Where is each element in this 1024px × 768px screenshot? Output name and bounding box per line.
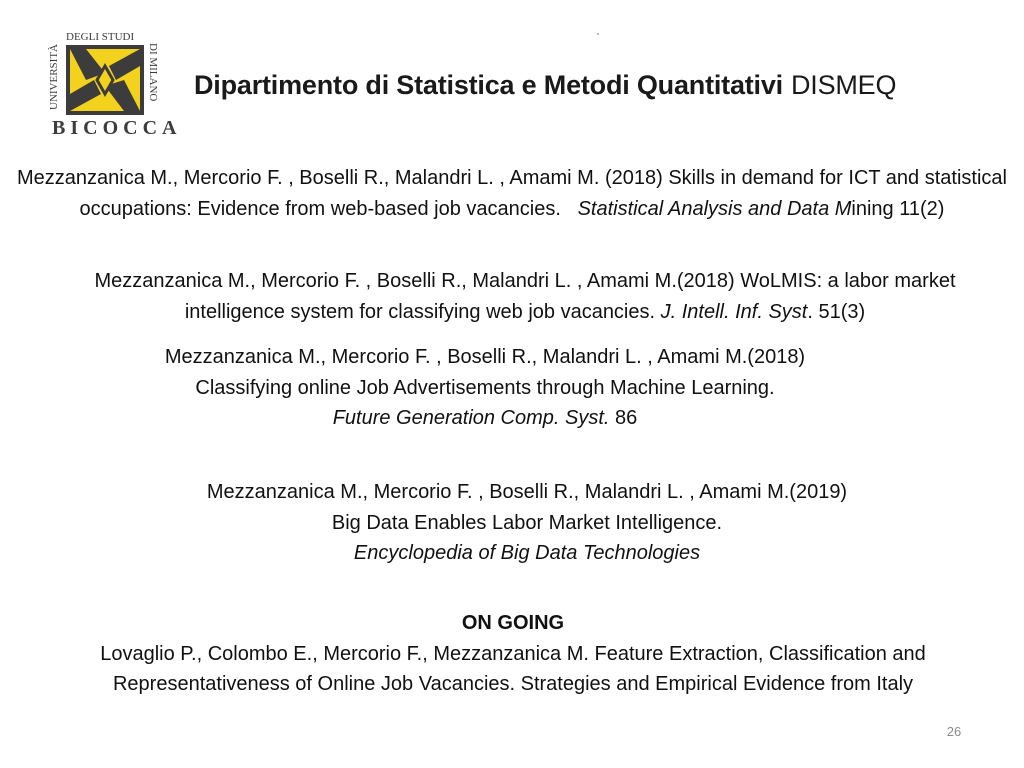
logo-text-top: DEGLI STUDI: [66, 31, 135, 43]
page-number: 26: [946, 724, 962, 739]
reference-3-authors: Mezzanzanica M., Mercorio F. , Boselli R., Malandri L. , Amami M.(2018): [164, 346, 806, 368]
ongoing-section: [90, 608, 936, 700]
reference-1-journal: Statistical Analysis and Data M: [577, 197, 852, 220]
reference-2-issue: . 51(3): [807, 300, 866, 323]
reference-4-authors: Mezzanzanica M., Mercorio F. , Boselli R., Malandri L. , Amami M.(2019): [206, 481, 848, 503]
reference-1: [10, 163, 1014, 224]
logo-text-bottom: BICOCCA: [52, 117, 182, 139]
logo-text-right: DI MILANO: [147, 43, 159, 102]
reference-4: [130, 477, 924, 569]
reference-2-journal: J. Intell. Inf. Syst: [660, 300, 808, 323]
department-name: Dipartimento di Statistica e Metodi Quantitativi: [194, 70, 783, 100]
ongoing-text: Lovaglio P., Colombo E., Mercorio F., Mezzanzanica M. Feature Extraction, Classification and Representativeness of Online Job Vacancies. Strategies and Empirical Evidence from Italy: [100, 642, 926, 695]
reference-1-authors: Mezzanzanica M., Mercorio F. , Boselli R., Malandri L. , Amami M. (2018) Skills in demand for ICT and statistical occupations: Evidence from web-based job vacancies.: [17, 167, 1007, 220]
reference-2-authors: Mezzanzanica M., Mercorio F. , Boselli R., Malandri L. , Amami M.(2018) WoLMIS: a labor market intelligence system for classifying web job vacancies.: [94, 270, 956, 323]
reference-3-volume: 86: [609, 407, 638, 429]
university-logo: [46, 28, 182, 139]
bicocca-emblem-icon: [46, 28, 182, 139]
reference-3: [90, 342, 880, 434]
ongoing-heading: ON GOING: [461, 612, 565, 634]
reference-4-title: Big Data Enables Labor Market Intelligence.: [331, 511, 723, 534]
reference-4-journal: Encyclopedia of Big Data Technologies: [353, 542, 701, 564]
reference-1-issue: ining 11(2): [851, 197, 945, 220]
reference-3-title: Classifying online Job Advertisements through Machine Learning.: [195, 376, 775, 399]
reference-3-journal: Future Generation Comp. Syst.: [332, 407, 610, 429]
department-acronym: DISMEQ: [790, 70, 897, 100]
stray-dot: [597, 33, 599, 35]
logo-text-left: UNIVERSITÀ: [48, 44, 60, 110]
reference-2: [80, 266, 970, 327]
department-title: [194, 70, 896, 101]
